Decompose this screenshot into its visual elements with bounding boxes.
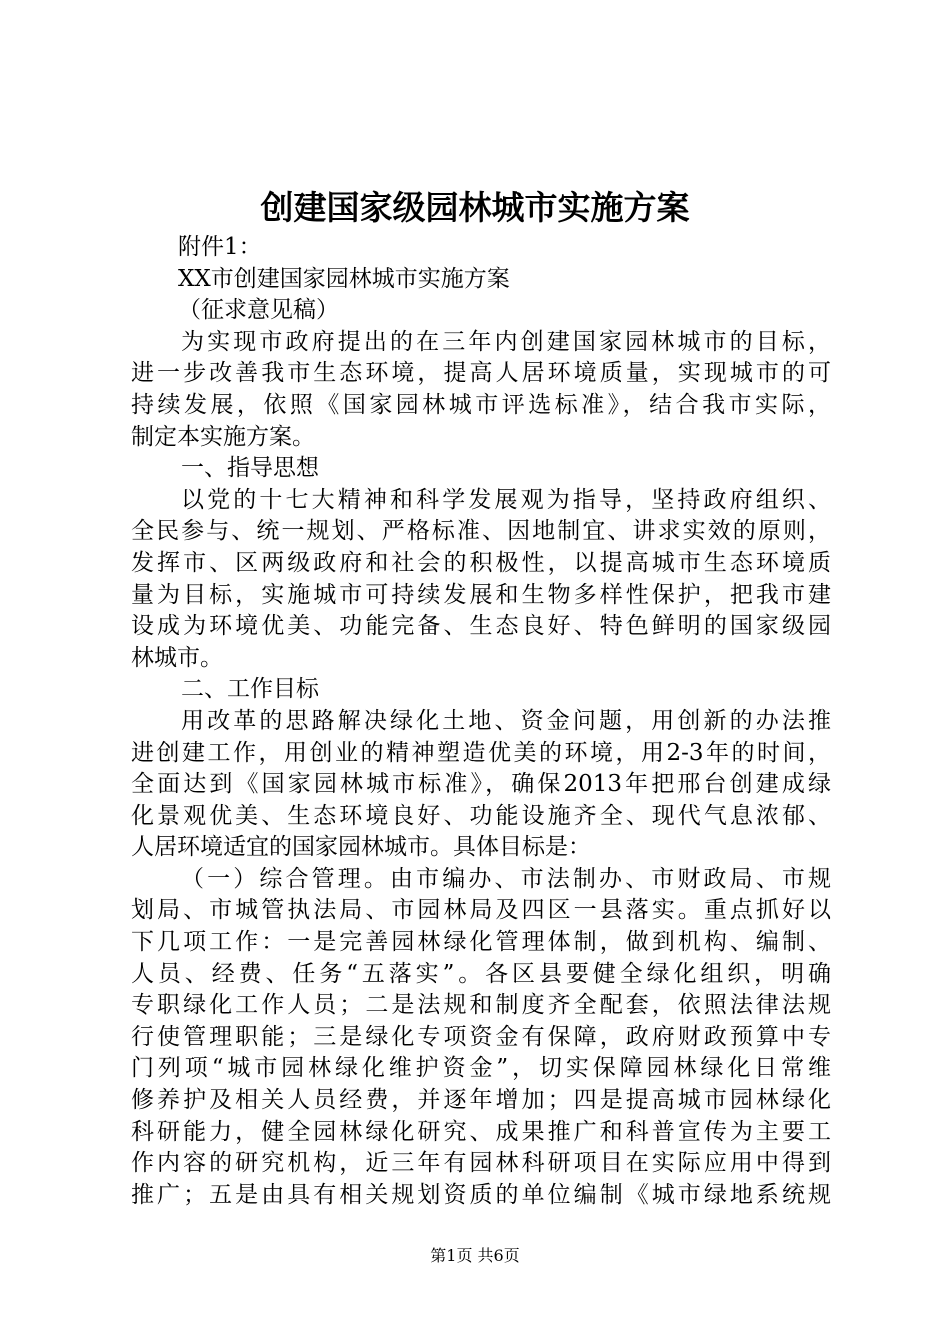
paragraph-line: 用改革的思路解决绿化土地、资金问题，用创新的办法推 xyxy=(181,707,831,734)
paragraph-line: 制定本实施方案。 xyxy=(131,423,315,450)
paragraph-line: 专职绿化工作人员；二是法规和制度齐全配套，依照法律法规 xyxy=(131,992,831,1019)
paragraph-line: 以党的十七大精神和科学发展观为指导，坚持政府组织、 xyxy=(181,486,831,513)
paragraph-line: 科研能力，健全园林绿化研究、成果推广和科普宣传为主要工 xyxy=(131,1118,831,1145)
paragraph-line: 进创建工作，用创业的精神塑造优美的环境，用2-3年的时间， xyxy=(131,739,831,766)
paragraph-line: 划局、市城管执法局、市园林局及四区一县落实。重点抓好以 xyxy=(131,897,831,924)
page-footer: 第1页 共6页 xyxy=(430,1246,520,1265)
paragraph-line: 设成为环境优美、功能完备、生态良好、特色鲜明的国家级园 xyxy=(131,613,831,640)
annex-label: 附件1： xyxy=(178,234,262,260)
paragraph-line: 推广；五是由具有相关规划资质的单位编制《城市绿地系统规 xyxy=(131,1181,831,1208)
paragraph-line: 量为目标，实施城市可持续发展和生物多样性保护，把我市建 xyxy=(131,581,831,608)
section-heading: 二、工作目标 xyxy=(181,676,319,703)
paragraph-line: 林城市。 xyxy=(131,644,223,671)
paragraph-line: 进一步改善我市生态环境，提高人居环境质量，实现城市的可 xyxy=(131,360,831,387)
document-body xyxy=(131,232,831,1211)
paragraph-line: 人员、经费、任务“五落实”。各区县要健全绿化组织，明确 xyxy=(131,960,831,987)
paragraph-line: 修养护及相关人员经费，并逐年增加；四是提高城市园林绿化 xyxy=(131,1087,831,1114)
section-heading: 一、指导思想 xyxy=(181,455,319,482)
paragraph-line: 全面达到《国家园林城市标准》，确保2013年把邢台创建成绿 xyxy=(131,771,831,798)
paragraph-line: 下几项工作：一是完善园林绿化管理体制，做到机构、编制、 xyxy=(131,929,831,956)
paragraph-line: 发挥市、区两级政府和社会的积极性，以提高城市生态环境质 xyxy=(131,549,831,576)
paragraph-line: 全民参与、统一规划、严格标准、因地制宜、讲求实效的原则， xyxy=(131,518,831,545)
paragraph-line: 持续发展，依照《国家园林城市评选标准》，结合我市实际， xyxy=(131,391,831,418)
paragraph-line: 人居环境适宜的国家园林城市。具体目标是： xyxy=(131,834,591,861)
paragraph-line: 门列项“城市园林绿化维护资金”，切实保障园林绿化日常维 xyxy=(131,1055,831,1082)
subtitle: XX市创建国家园林城市实施方案 xyxy=(178,265,510,292)
paragraph-line: 作内容的研究机构，近三年有园林科研项目在实际应用中得到 xyxy=(131,1150,831,1177)
document-title: 创建国家级园林城市实施方案 xyxy=(260,188,690,227)
paragraph-line: （一）综合管理。由市编办、市法制办、市财政局、市规 xyxy=(181,865,831,892)
draft-note: （征求意见稿） xyxy=(178,297,339,324)
paragraph-line: 为实现市政府提出的在三年内创建国家园林城市的目标， xyxy=(181,328,831,355)
paragraph-line: 行使管理职能；三是绿化专项资金有保障，政府财政预算中专 xyxy=(131,1023,831,1050)
paragraph-line: 化景观优美、生态环境良好、功能设施齐全、现代气息浓郁、 xyxy=(131,802,831,829)
